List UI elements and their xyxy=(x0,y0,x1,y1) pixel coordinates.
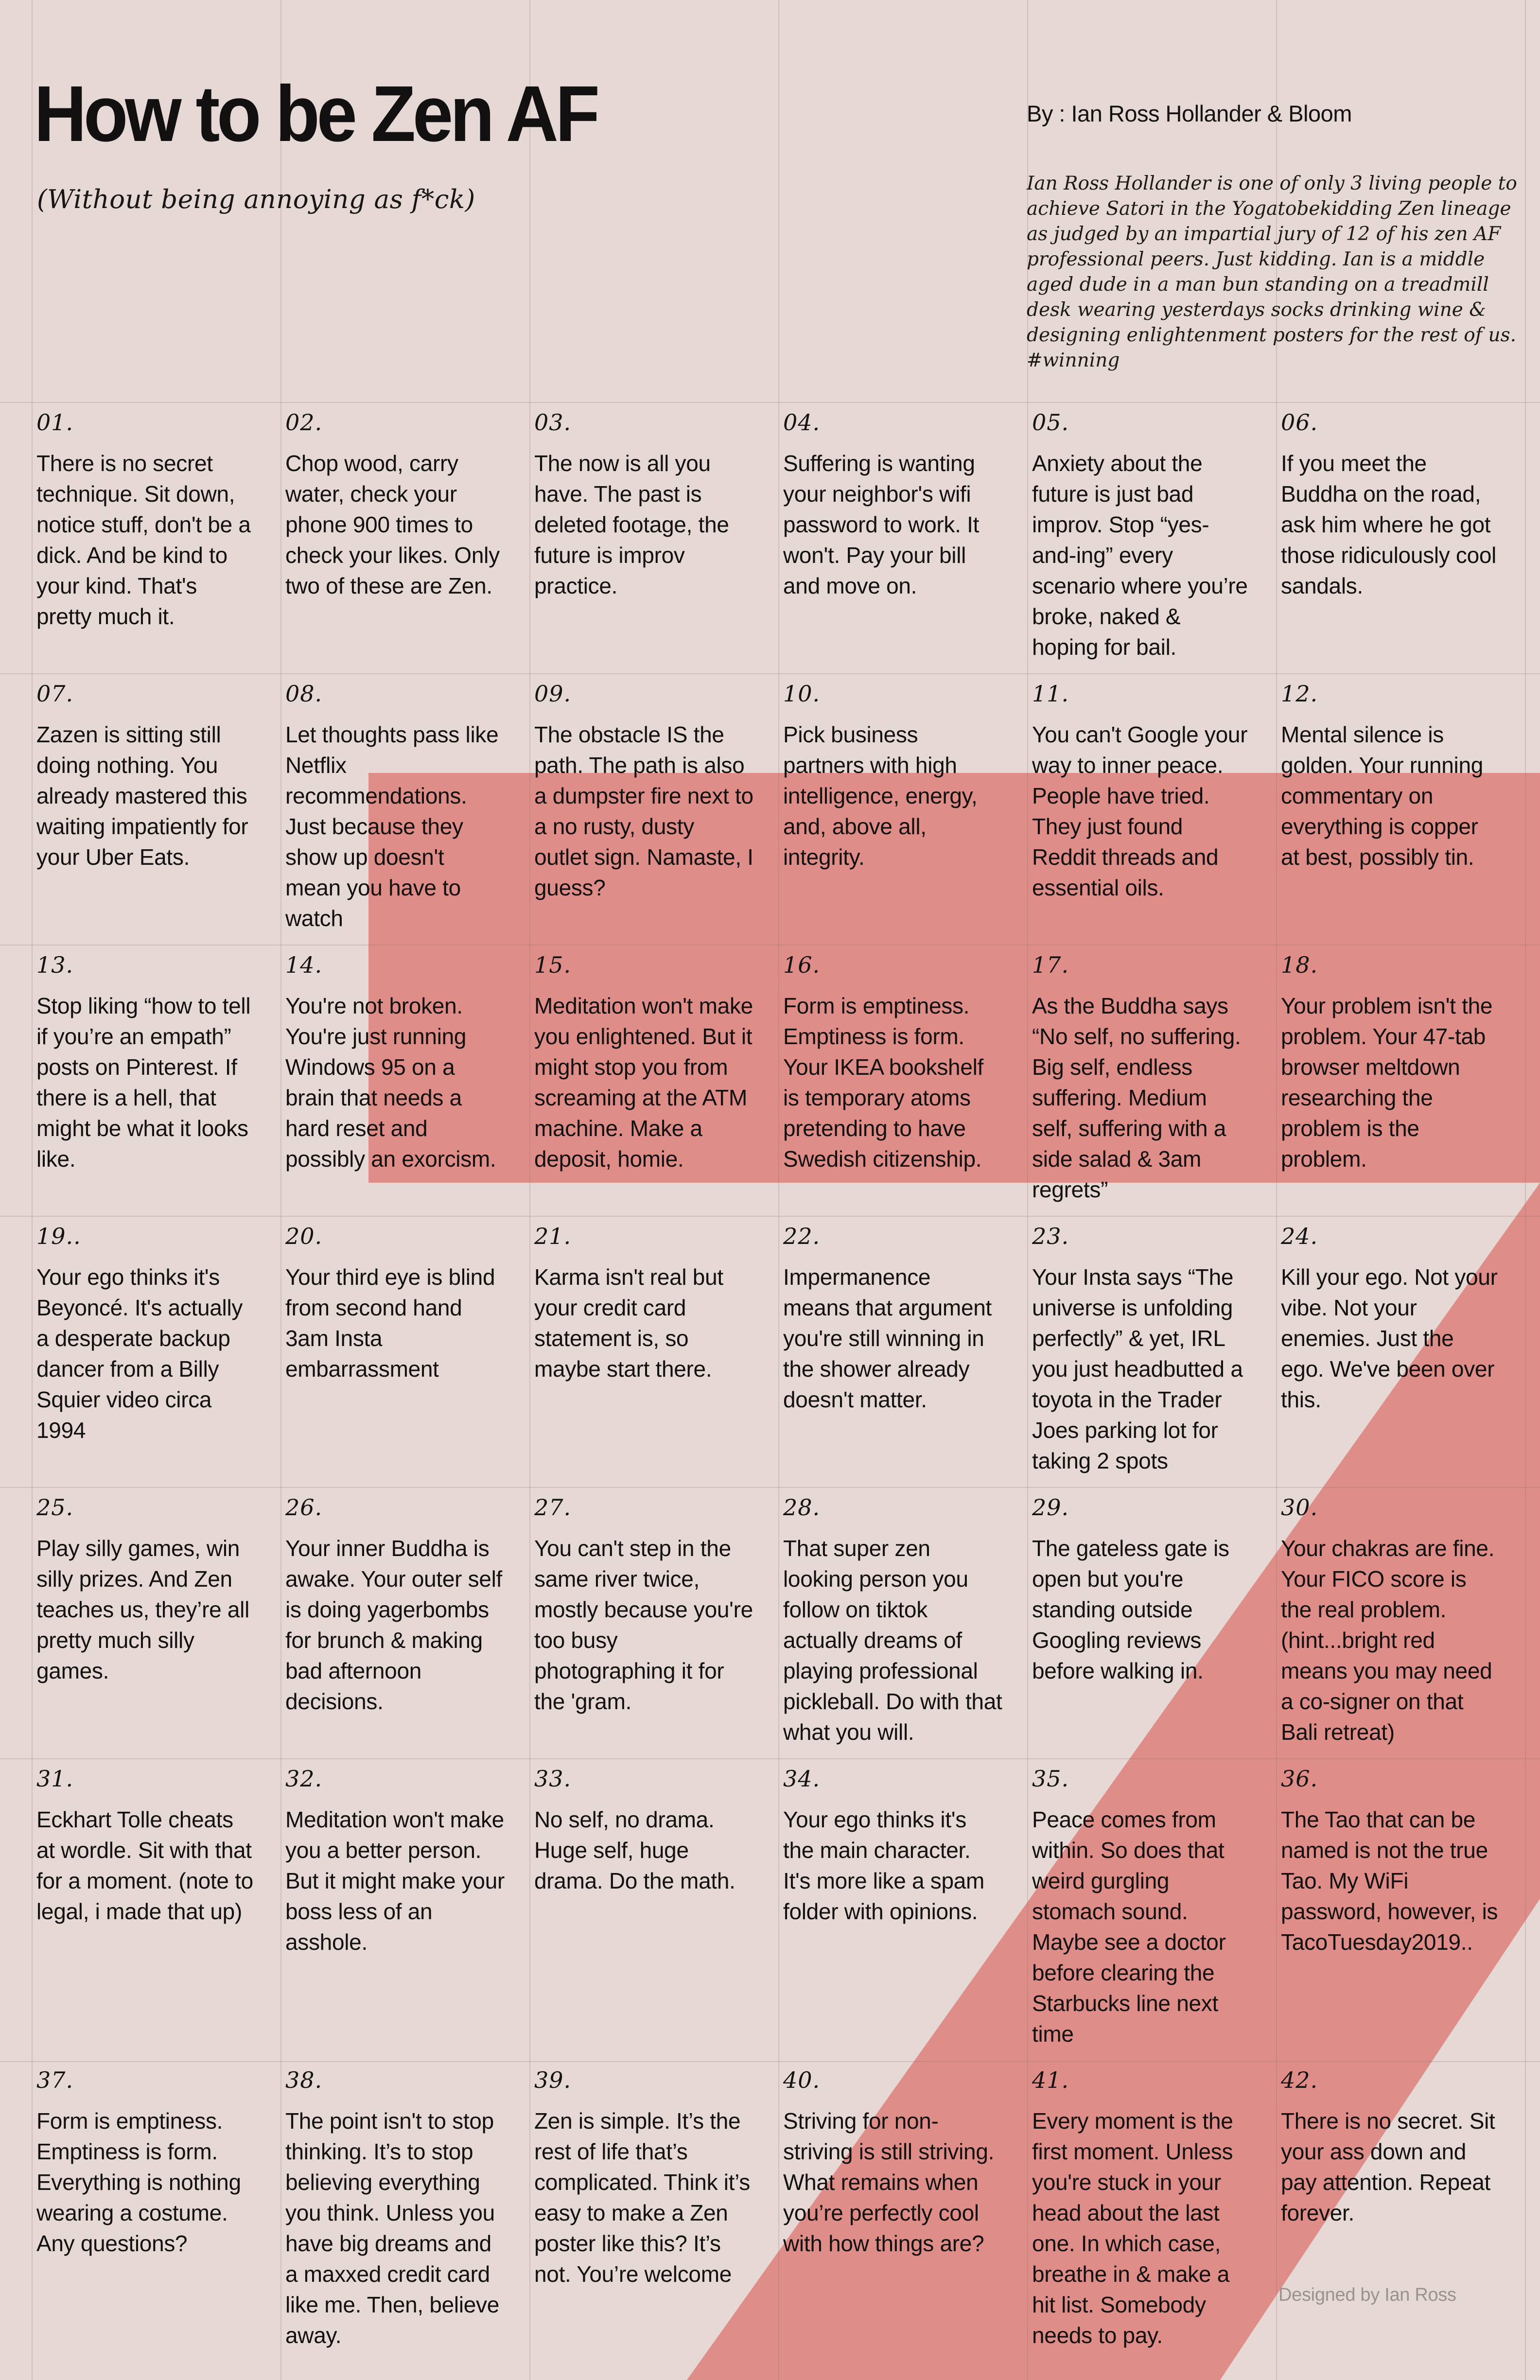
grid-vline xyxy=(1525,0,1526,2380)
item-text: Pick business partners with high intelligence, energy, and, above all, integrity. xyxy=(783,722,978,870)
grid-item xyxy=(783,1223,1003,1412)
item-text: Karma isn't real but your credit card statement is, so maybe start there. xyxy=(534,1264,723,1382)
item-text: That super zen looking person you follow on tiktok actually dreams of playing professional pickleball. Do with that what you will. xyxy=(783,1536,1002,1745)
item-text: Mental silence is golden. Your running commentary on everything is copper at best, possibly tin. xyxy=(1281,722,1484,870)
grid-item xyxy=(1032,952,1252,1202)
grid-item xyxy=(534,681,754,900)
item-number: 27. xyxy=(534,1494,572,1521)
item-number: 08. xyxy=(285,681,323,707)
item-number: 36. xyxy=(1281,1766,1318,1792)
item-number: 38. xyxy=(285,2067,323,2093)
item-number: 04. xyxy=(783,409,821,436)
item-text: You can't step in the same river twice, mostly because you're too busy photographing it for the 'gram. xyxy=(534,1536,753,1714)
grid-item xyxy=(1032,1494,1252,1683)
grid-item xyxy=(783,952,1003,1172)
item-text: Form is emptiness. Emptiness is form. Your IKEA bookshelf is temporary atoms pretending to have Swedish citizenship. xyxy=(783,993,984,1172)
item-text: The obstacle IS the path. The path is also a dumpster fire next to a no rusty, dusty outlet sign. Namaste, I guess? xyxy=(534,722,753,900)
item-text: Every moment is the first moment. Unless you're stuck in your head about the last one. In which case, breathe in & make a hit list. Somebody needs to pay. xyxy=(1032,2108,1233,2348)
item-number: 29. xyxy=(1032,1494,1069,1521)
item-number: 39. xyxy=(534,2067,572,2093)
grid-item xyxy=(1281,409,1501,598)
item-text: You can't Google your way to inner peace. People have tried. They just found Reddit threads and essential oils. xyxy=(1032,722,1248,900)
item-number: 25. xyxy=(36,1494,74,1521)
item-number: 32. xyxy=(285,1766,323,1792)
grid-vline xyxy=(778,0,779,2380)
item-text: Let thoughts pass like Netflix recommendations. Just because they show up doesn't mean you have to watch xyxy=(285,722,499,931)
grid-item xyxy=(1032,1766,1252,2047)
item-number: 23. xyxy=(1032,1223,1069,1249)
grid-item xyxy=(285,1223,505,1382)
item-number: 42. xyxy=(1281,2067,1318,2093)
item-number: 26. xyxy=(285,1494,323,1521)
item-text: Striving for non-striving is still striving. What remains when you’re perfectly cool with how things are? xyxy=(783,2108,995,2256)
item-number: 37. xyxy=(36,2067,74,2093)
item-text: Peace comes from within. So does that weird gurgling stomach sound. Maybe see a doctor before clearing the Starbucks line next time xyxy=(1032,1807,1226,2047)
item-number: 34. xyxy=(783,1766,821,1792)
item-text: The Tao that can be named is not the true Tao. My WiFi password, however, is TacoTuesday2019.. xyxy=(1281,1807,1498,1955)
grid-hline xyxy=(0,1487,1540,1488)
grid-item xyxy=(36,1766,256,1924)
grid-item xyxy=(1281,1494,1501,1745)
item-number: 10. xyxy=(783,681,821,707)
grid-vline xyxy=(280,0,281,2380)
grid-item xyxy=(534,1494,754,1714)
item-text: Eckhart Tolle cheats at wordle. Sit with that for a moment. (note to legal, i made that up) xyxy=(36,1807,253,1924)
grid-hline xyxy=(0,1216,1540,1217)
item-number: 20. xyxy=(285,1223,323,1249)
item-text: Your ego thinks it's Beyoncé. It's actually a desperate backup dancer from a Billy Squier video circa 1994 xyxy=(36,1264,243,1443)
item-number: 18. xyxy=(1281,952,1318,978)
grid-item xyxy=(1281,952,1501,1172)
item-text: As the Buddha says “No self, no suffering. Big self, endless suffering. Medium self, suffering with a side salad & 3am regrets” xyxy=(1032,993,1241,1202)
item-text: Your third eye is blind from second hand 3am Insta embarrassment xyxy=(285,1264,495,1382)
item-number: 33. xyxy=(534,1766,572,1792)
item-text: Suffering is wanting your neighbor's wifi password to work. It won't. Pay your bill and move on. xyxy=(783,451,980,598)
item-text: Meditation won't make you enlightened. But it might stop you from screaming at the ATM machine. Make a deposit, homie. xyxy=(534,993,753,1172)
item-number: 21. xyxy=(534,1223,572,1249)
grid-item xyxy=(285,1494,505,1714)
item-number: 09. xyxy=(534,681,572,707)
grid-item xyxy=(1281,1766,1501,1955)
item-number: 28. xyxy=(783,1494,821,1521)
grid-item xyxy=(1281,681,1501,870)
item-text: Anxiety about the future is just bad improv. Stop “yes-and-ing” every scenario where you’re broke, naked & hoping for bail. xyxy=(1032,451,1248,660)
item-number: 31. xyxy=(36,1766,74,1792)
item-text: Play silly games, win silly prizes. And Zen teaches us, they’re all pretty much silly games. xyxy=(36,1536,250,1683)
grid-item xyxy=(36,952,256,1172)
item-number: 22. xyxy=(783,1223,821,1249)
grid-item xyxy=(285,409,505,598)
grid-item xyxy=(783,681,1003,870)
grid-item xyxy=(36,409,256,629)
grid-item xyxy=(1032,681,1252,900)
grid-item xyxy=(534,2067,754,2287)
item-text: Your Insta says “The universe is unfolding perfectly” & yet, IRL you just headbutted a toyota in the Trader Joes parking lot for taking 2 spots xyxy=(1032,1264,1243,1473)
grid-item xyxy=(534,1766,754,1893)
grid-item xyxy=(1281,1223,1501,1412)
item-number: 12. xyxy=(1281,681,1318,707)
grid-item xyxy=(783,409,1003,598)
grid-item xyxy=(285,1766,505,1955)
item-text: Your inner Buddha is awake. Your outer self is doing yagerbombs for brunch & making bad afternoon decisions. xyxy=(285,1536,503,1714)
item-number: 24. xyxy=(1281,1223,1318,1249)
item-text: Your chakras are fine. Your FICO score is the real problem. (hint...bright red means you may need a co-signer on that Bali retreat) xyxy=(1281,1536,1495,1745)
item-number: 17. xyxy=(1032,952,1069,978)
poster-subtitle: (Without being annoying as f*ck) xyxy=(37,185,475,214)
item-text: Zazen is sitting still doing nothing. You already mastered this waiting impatiently for your Uber Eats. xyxy=(36,722,248,870)
poster-byline: By : Ian Ross Hollander & Bloom xyxy=(1027,101,1352,126)
grid-hline xyxy=(0,2061,1540,2062)
item-number: 41. xyxy=(1032,2067,1069,2093)
item-text: The point isn't to stop thinking. It’s to stop believing everything you think. Unless you have big dreams and a maxxed credit card like me. Then, believe away. xyxy=(285,2108,500,2348)
grid-hline xyxy=(0,1758,1540,1759)
grid-item xyxy=(534,1223,754,1382)
grid-item xyxy=(783,2067,1003,2256)
item-text: Form is emptiness. Emptiness is form. Everything is nothing wearing a costume. Any questions? xyxy=(36,2108,241,2256)
item-text: You're not broken. You're just running Windows 95 on a brain that needs a hard reset and possibly an exorcism. xyxy=(285,993,496,1172)
item-text: Meditation won't make you a better person. But it might make your boss less of an asshole. xyxy=(285,1807,505,1955)
grid-item xyxy=(285,952,505,1172)
grid-item xyxy=(1281,2067,1501,2225)
grid-item xyxy=(534,952,754,1172)
item-number: 03. xyxy=(534,409,572,436)
item-number: 05. xyxy=(1032,409,1069,436)
grid-vline xyxy=(32,0,33,2380)
item-text: Your ego thinks it's the main character. It's more like a spam folder with opinions. xyxy=(783,1807,985,1924)
grid-item xyxy=(285,681,505,931)
item-text: Zen is simple. It’s the rest of life that’s complicated. Think it’s easy to make a Zen poster like this? It’s not. You’re welcome xyxy=(534,2108,750,2287)
item-number: 15. xyxy=(534,952,572,978)
author-bio: Ian Ross Hollander is one of only 3 living people to achieve Satori in the Yogatobekidding Zen lineage as judged by an impartial jury of 12 of his zen AF professional peers. Just kidding. Ian is a middle aged dude in a man bun standing on a treadmill desk wearing yesterdays socks drinking wine & designing enlightenment posters for the rest of us. #winning xyxy=(1027,173,1517,371)
item-number: 35. xyxy=(1032,1766,1069,1792)
item-number: 40. xyxy=(783,2067,821,2093)
item-number: 11. xyxy=(1032,681,1069,707)
item-number: 01. xyxy=(36,409,74,436)
item-text: Chop wood, carry water, check your phone 900 times to check your likes. Only two of these are Zen. xyxy=(285,451,500,598)
item-number: 19.. xyxy=(36,1223,81,1249)
grid-item xyxy=(1032,2067,1252,2348)
item-number: 14. xyxy=(285,952,323,978)
grid-hline xyxy=(0,673,1540,674)
item-text: Your problem isn't the problem. Your 47-tab browser meltdown researching the problem is the problem. xyxy=(1281,993,1493,1172)
grid-item xyxy=(36,1223,256,1443)
item-number: 13. xyxy=(36,952,74,978)
item-number: 30. xyxy=(1281,1494,1318,1521)
item-text: There is no secret technique. Sit down, notice stuff, don't be a dick. And be kind to your kind. That's pretty much it. xyxy=(36,451,251,629)
grid-item xyxy=(36,681,256,870)
grid-item xyxy=(783,1494,1003,1745)
item-text: The gateless gate is open but you're standing outside Googling reviews before walking in. xyxy=(1032,1536,1229,1683)
item-text: The now is all you have. The past is deleted footage, the future is improv practice. xyxy=(534,451,729,598)
item-text: If you meet the Buddha on the road, ask him where he got those ridiculously cool sandals. xyxy=(1281,451,1497,598)
item-number: 02. xyxy=(285,409,323,436)
item-number: 16. xyxy=(783,952,821,978)
poster-title: How to be Zen AF xyxy=(34,69,597,158)
grid-item xyxy=(285,2067,505,2348)
item-number: 06. xyxy=(1281,409,1318,436)
item-number: 07. xyxy=(36,681,74,707)
grid-item xyxy=(783,1766,1003,1924)
item-text: Kill your ego. Not your vibe. Not your enemies. Just the ego. We've been over this. xyxy=(1281,1264,1498,1412)
design-credit: Designed by Ian Ross xyxy=(1278,2285,1456,2305)
grid-item xyxy=(1032,1223,1252,1473)
item-text: Impermanence means that argument you're still winning in the shower already doesn't matter. xyxy=(783,1264,992,1412)
item-text: No self, no drama. Huge self, huge drama. Do the math. xyxy=(534,1807,735,1893)
item-text: There is no secret. Sit your ass down and pay attention. Repeat forever. xyxy=(1281,2108,1495,2225)
grid-hline xyxy=(0,402,1540,403)
grid-vline xyxy=(529,0,530,2380)
grid-item xyxy=(1032,409,1252,660)
grid-item xyxy=(36,1494,256,1683)
grid-item xyxy=(534,409,754,598)
item-text: Stop liking “how to tell if you’re an empath” posts on Pinterest. If there is a hell, that might be what it looks like. xyxy=(36,993,251,1172)
grid-item xyxy=(36,2067,256,2256)
